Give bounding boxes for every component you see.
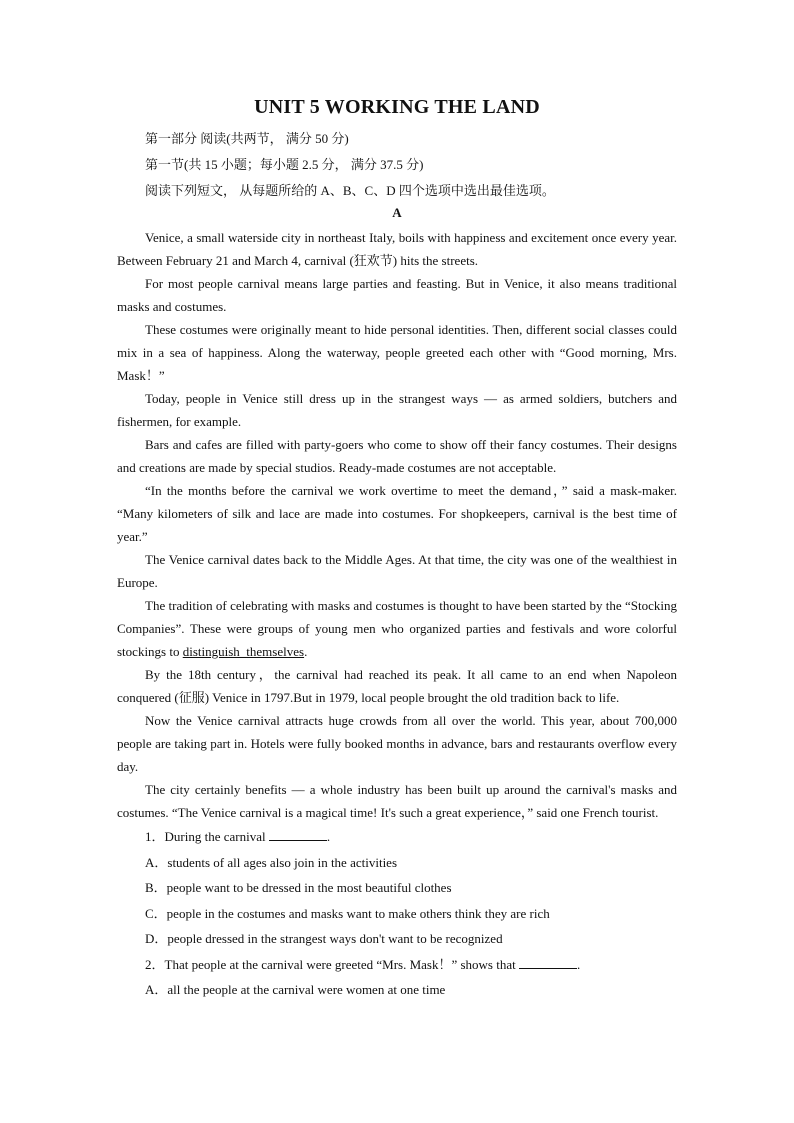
paragraph: Now the Venice carnival attracts huge crowds from all over the world. This year, about 700,000 people are taking part in. Hotels were fully booked months in advance, bars and restaurants overflow every day. <box>117 713 677 774</box>
answer-blank <box>519 957 577 969</box>
paragraph-stocking <box>117 594 677 663</box>
paragraph: For most people carnival means large parties and feasting. But in Venice, it also means traditional masks and costumes. <box>117 276 677 314</box>
paragraph: “In the months before the carnival we work overtime to meet the demand，” said a mask-maker. “Many kilometers of silk and lace are made into costumes. For shopkeepers, carnival is the best time of year.” <box>117 483 677 544</box>
question-end: . <box>577 956 581 972</box>
option-2a: A．all the people at the carnival were women at one time <box>145 982 446 997</box>
question-end: . <box>326 829 331 844</box>
option-1d: D．people dressed in the strangest ways don't want to be recognized <box>145 931 503 946</box>
passage-body <box>117 226 677 1003</box>
paragraph-text: The tradition of celebrating with masks and costumes is thought to have been started by the “Stocking Companies”. These were groups of young men who organized parties and festivals and wore colorful stockings to <box>117 598 677 659</box>
underlined-phrase: distinguish_themselves <box>182 644 305 659</box>
option-1a: A．students of all ages also join in the activities <box>145 854 398 870</box>
option-1b: B．people want to be dressed in the most beautiful clothes <box>145 880 452 895</box>
page-title: UNIT 5 WORKING THE LAND <box>254 96 540 118</box>
paragraph: Today, people in Venice still dress up in the strangest ways — as armed soldiers, butchers and fishermen, for example. <box>117 391 677 429</box>
paragraph: These costumes were originally meant to hide personal identities. Then, different social classes could mix in a sea of happiness. Along the waterway, people greeted each other with “Good morning, Mrs. Mask！” <box>117 322 677 383</box>
passage-label: A <box>392 205 402 220</box>
part-heading: 第一部分 阅读(共两节， 满分 50 分) <box>145 131 349 146</box>
question-1 <box>117 824 677 850</box>
question-stem: 2．That people at the carnival were greeted “Mrs. Mask！” shows that <box>145 956 519 972</box>
paragraph: By the 18th century，the carnival had reached its peak. It all came to an end when Napoleon conquered (征服) Venice in 1797.But in 1979, local people brought the old tradition back to life. <box>117 667 677 705</box>
paragraph: Venice, a small waterside city in northeast Italy, boils with happiness and excitement once every year. Between February 21 and March 4, carnival (狂欢节) hits the streets. <box>117 230 677 268</box>
reading-instructions: 阅读下列短文， 从每题所给的 A、B、C、D 四个选项中选出最佳选项。 <box>145 183 555 198</box>
paragraph-text: . <box>304 644 308 659</box>
paragraph: The Venice carnival dates back to the Middle Ages. At that time, the city was one of the wealthiest in Europe. <box>117 552 677 590</box>
paragraph: Bars and cafes are filled with party-goers who come to show off their fancy costumes. Their designs and creations are made by special studios. Ready-made costumes are not acceptable. <box>117 437 677 475</box>
paragraph: The city certainly benefits — a whole industry has been built up around the carnival's masks and costumes. “The Venice carnival is a magical time! It's such a great experience，” said one French tourist. <box>117 782 677 820</box>
section-instructions: 第一节(共 15 小题；每小题 2.5 分， 满分 37.5 分) <box>145 157 424 172</box>
option-1c: C．people in the costumes and masks want to make others think they are rich <box>145 905 550 921</box>
question-2 <box>117 952 677 978</box>
question-stem: 1．During the carnival <box>145 829 269 844</box>
answer-blank <box>269 829 327 841</box>
